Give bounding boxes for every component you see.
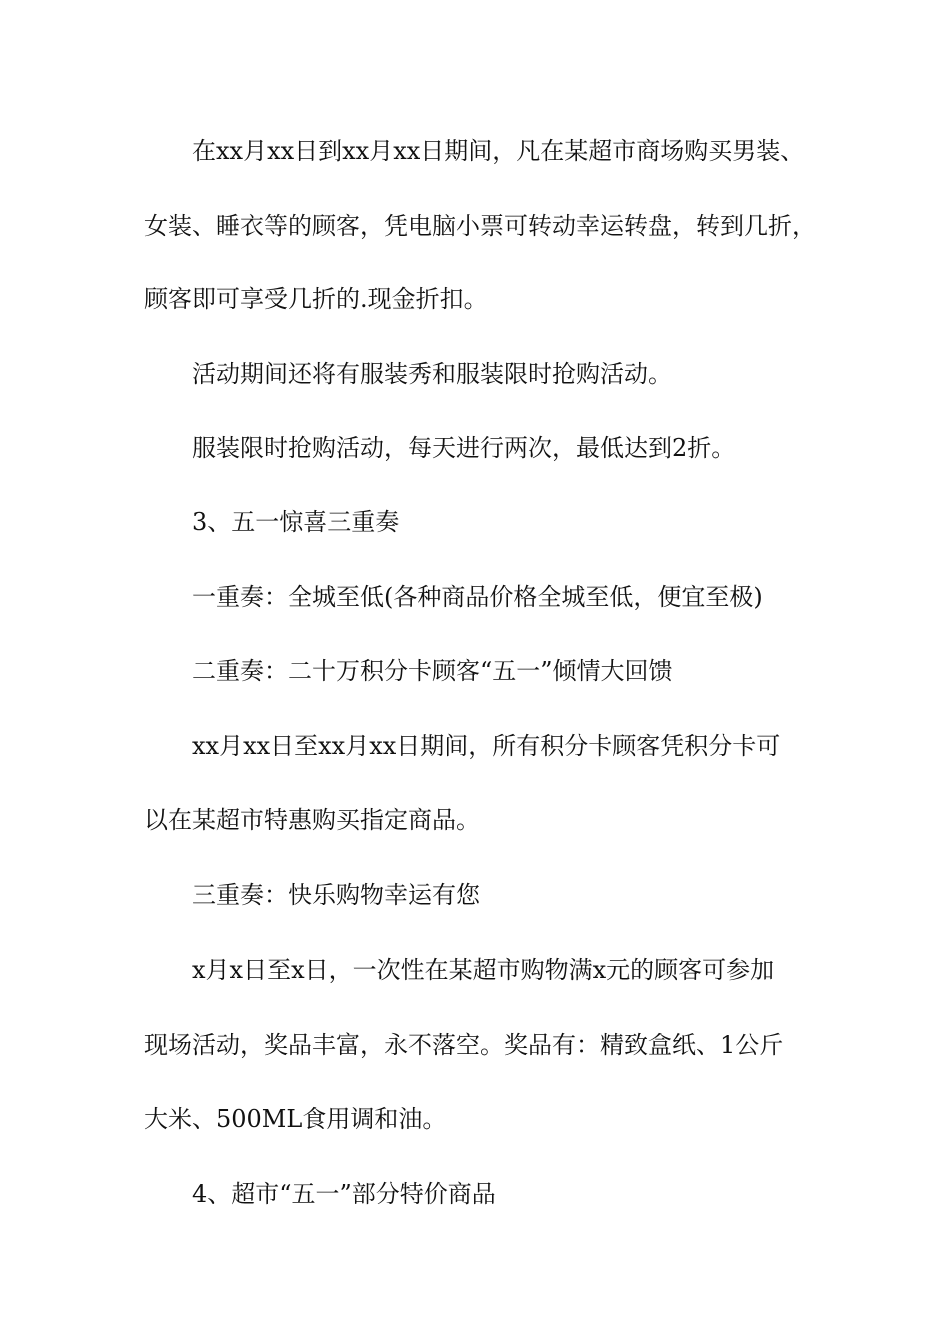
- paragraph-line: 大米、500ML食用调和油。: [144, 1105, 447, 1133]
- paragraph-line: 三重奏：快乐购物幸运有您: [192, 881, 480, 909]
- paragraph-line: 服装限时抢购活动，每天进行两次，最低达到2折。: [192, 434, 736, 462]
- paragraph-line: 顾客即可享受几折的.现金折扣。: [144, 285, 488, 313]
- paragraph-line: x月x日至x日，一次性在某超市购物满x元的顾客可参加: [192, 956, 775, 984]
- paragraph-line: 现场活动，奖品丰富，永不落空。奖品有：精致盒纸、1公斤: [144, 1031, 784, 1059]
- paragraph-line: 二重奏：二十万积分卡顾客“五一”倾情大回馈: [192, 657, 673, 685]
- section-heading: 4、超市“五一”部分特价商品: [192, 1180, 496, 1208]
- paragraph-line: 活动期间还将有服装秀和服装限时抢购活动。: [192, 360, 672, 388]
- paragraph-line: 一重奏：全城至低(各种商品价格全城至低，便宜至极): [192, 583, 763, 611]
- section-heading: 3、五一惊喜三重奏: [192, 508, 400, 536]
- paragraph-line: 在xx月xx日到xx月xx日期间，凡在某超市商场购买男装、: [192, 137, 805, 165]
- paragraph-line: 女装、睡衣等的顾客，凭电脑小票可转动幸运转盘，转到几折，: [144, 212, 816, 240]
- paragraph-line: 以在某超市特惠购买指定商品。: [144, 806, 480, 834]
- paragraph-line: xx月xx日至xx月xx日期间，所有积分卡顾客凭积分卡可: [192, 732, 781, 760]
